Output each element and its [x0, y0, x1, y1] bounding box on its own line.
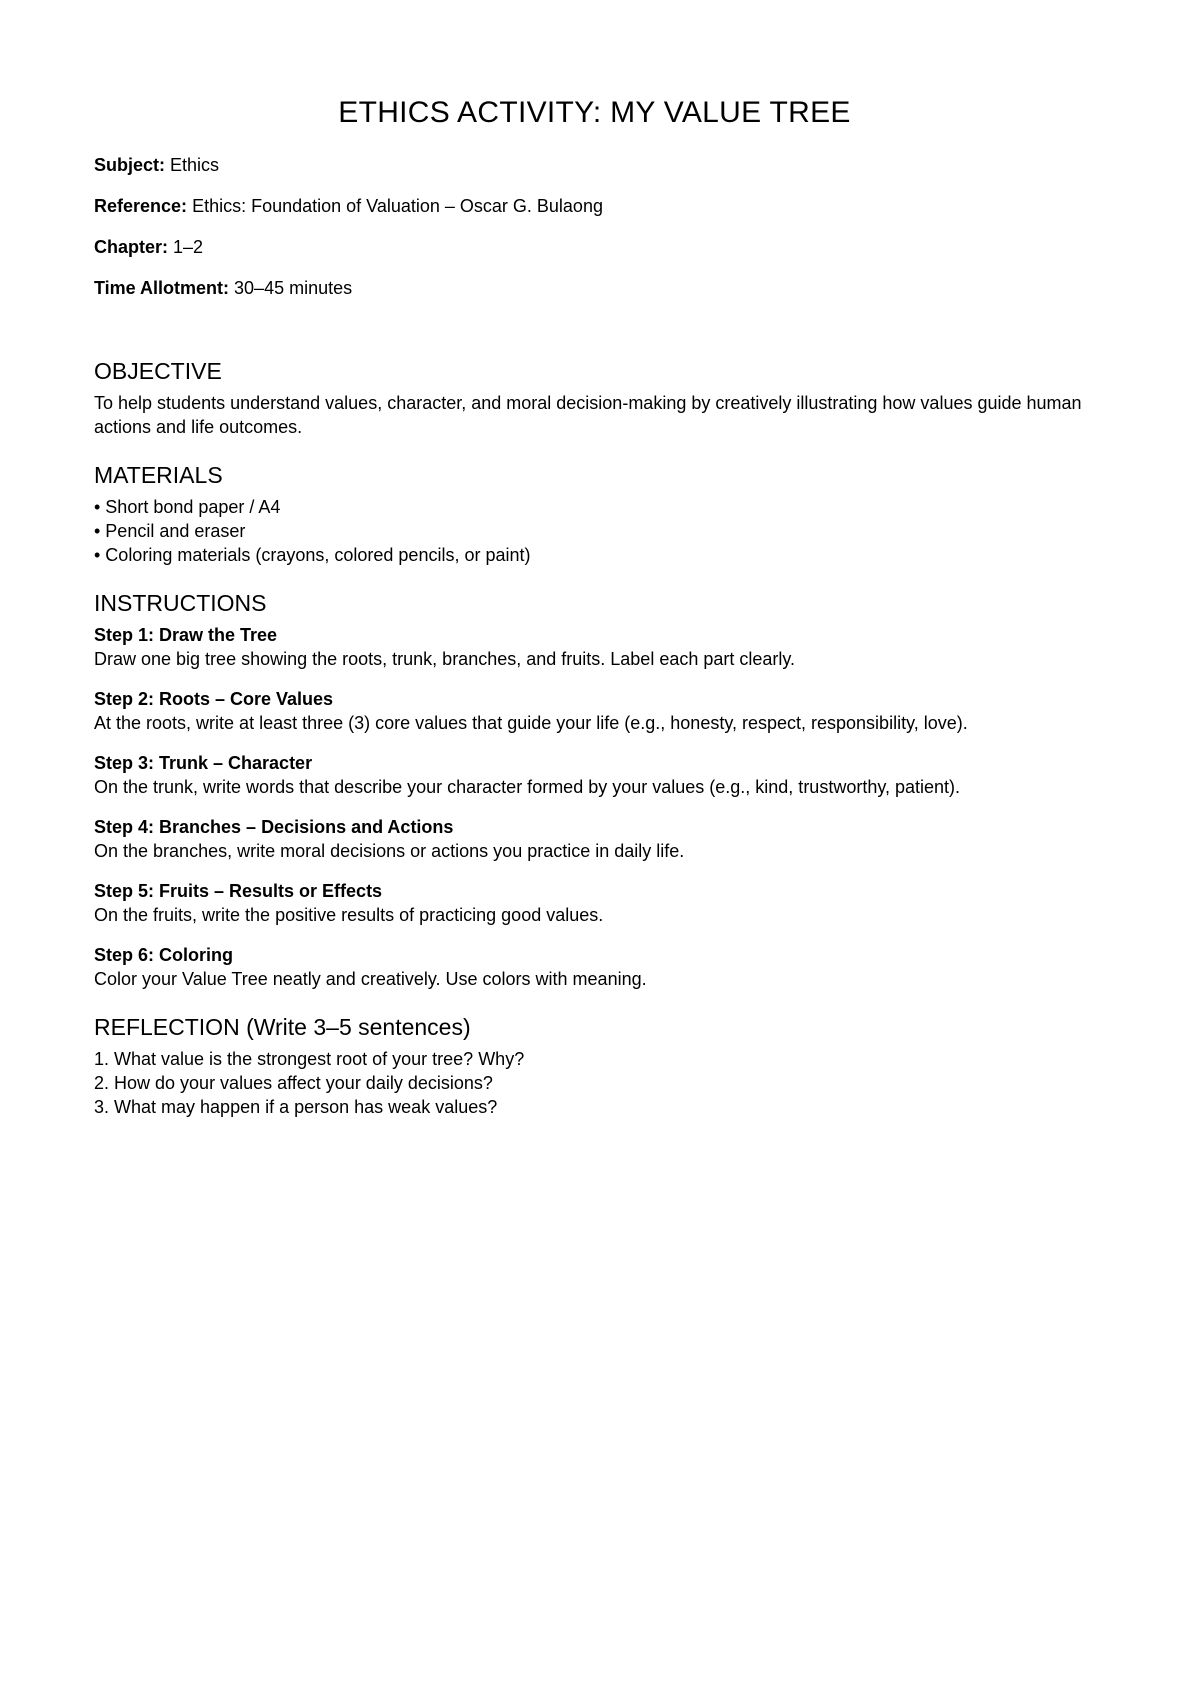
meta-value: 30–45 minutes: [234, 278, 353, 298]
list-item: 3. What may happen if a person has weak values?: [94, 1097, 498, 1117]
reflection-section: [94, 1013, 1095, 1119]
objective-heading: OBJECTIVE: [94, 358, 222, 384]
meta-label: Subject:: [94, 155, 166, 175]
meta-subject: [94, 154, 1095, 176]
meta-chapter: [94, 236, 1095, 258]
document-title: ETHICS ACTIVITY: MY VALUE TREE: [338, 96, 851, 129]
materials-heading: MATERIALS: [94, 462, 223, 488]
step-description: Draw one big tree showing the roots, trunk, branches, and fruits. Label each part clearly.: [94, 649, 796, 669]
instructions-section: [94, 589, 1095, 991]
step-description: At the roots, write at least three (3) core values that guide your life (e.g., honesty, respect, responsibility, love).: [94, 713, 968, 733]
meta-label: Reference:: [94, 196, 188, 216]
step-1: [94, 623, 1095, 671]
meta-value: 1–2: [173, 237, 204, 257]
meta-label: Time Allotment:: [94, 278, 230, 298]
step-title: Step 2: Roots – Core Values: [94, 689, 334, 709]
step-title: Step 6: Coloring: [94, 945, 233, 965]
objective-section: [94, 357, 1095, 439]
meta-value: Ethics: [170, 155, 220, 175]
list-item: • Pencil and eraser: [94, 521, 246, 541]
step-4: [94, 815, 1095, 863]
step-title: Step 1: Draw the Tree: [94, 625, 278, 645]
reflection-list: [94, 1047, 1095, 1119]
step-3: [94, 751, 1095, 799]
step-title: Step 4: Branches – Decisions and Actions: [94, 817, 454, 837]
meta-label: Chapter:: [94, 237, 169, 257]
step-2: [94, 687, 1095, 735]
list-item: • Short bond paper / A4: [94, 497, 281, 517]
step-title: Step 5: Fruits – Results or Effects: [94, 881, 383, 901]
step-description: On the branches, write moral decisions or actions you practice in daily life.: [94, 841, 685, 861]
list-item: 1. What value is the strongest root of your tree? Why?: [94, 1049, 525, 1069]
materials-list: [94, 495, 1095, 567]
step-description: On the trunk, write words that describe your character formed by your values (e.g., kind, trustworthy, patient).: [94, 777, 961, 797]
step-description: Color your Value Tree neatly and creatively. Use colors with meaning.: [94, 969, 647, 989]
meta-value: Ethics: Foundation of Valuation – Oscar G. Bulaong: [192, 196, 603, 216]
step-title: Step 3: Trunk – Character: [94, 753, 313, 773]
step-description: On the fruits, write the positive results of practicing good values.: [94, 905, 604, 925]
step-6: [94, 943, 1095, 991]
list-item: • Coloring materials (crayons, colored pencils, or paint): [94, 545, 531, 565]
instructions-heading: INSTRUCTIONS: [94, 590, 267, 616]
meta-block: [94, 154, 1095, 299]
meta-time-allotment: [94, 277, 1095, 299]
step-5: [94, 879, 1095, 927]
list-item: 2. How do your values affect your daily decisions?: [94, 1073, 493, 1093]
meta-reference: [94, 195, 1095, 217]
objective-text: To help students understand values, character, and moral decision-making by creatively illustrating how values guide human actions and life outcomes.: [94, 393, 1082, 437]
reflection-heading: REFLECTION (Write 3–5 sentences): [94, 1014, 471, 1040]
materials-section: [94, 461, 1095, 567]
